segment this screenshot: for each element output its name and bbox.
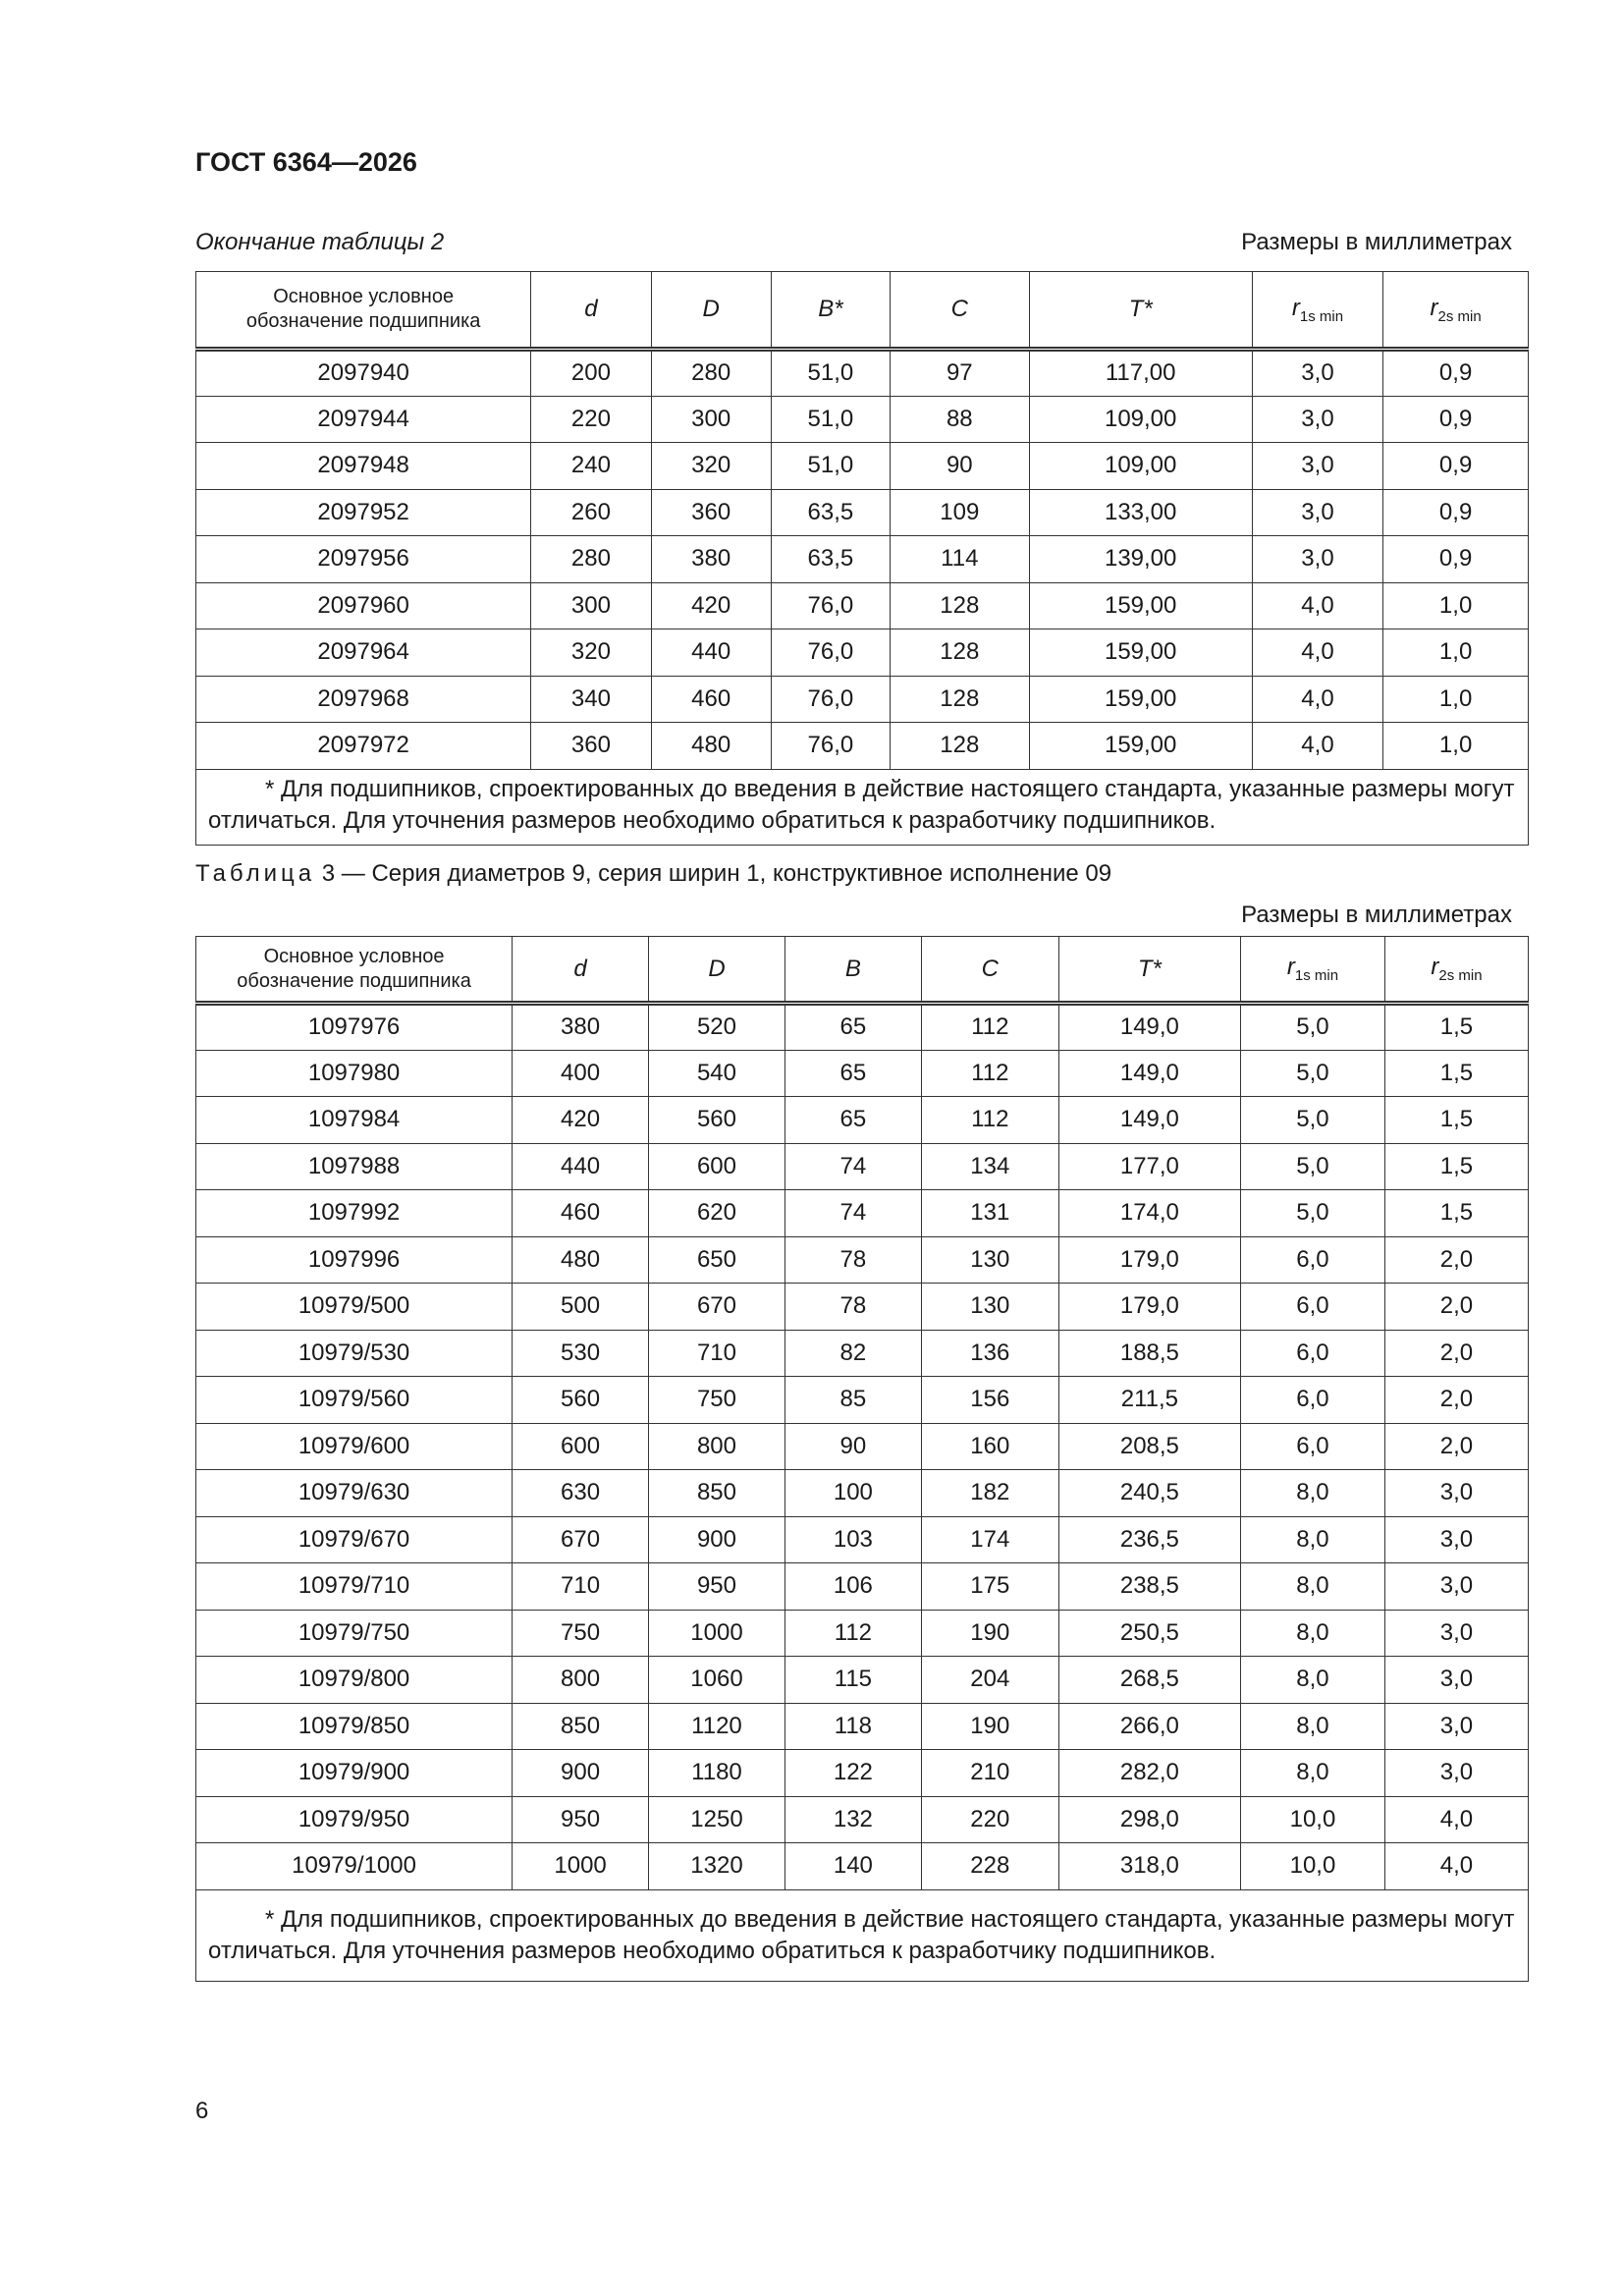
- table-cell: 112: [921, 1004, 1058, 1051]
- table-cell: 0,9: [1383, 536, 1529, 583]
- table3-header-row: [196, 937, 1529, 1004]
- table3-units: Размеры в миллиметрах: [1241, 902, 1512, 928]
- table-row: [196, 1516, 1529, 1563]
- table-cell: 460: [513, 1190, 649, 1237]
- table-cell: 4,0: [1252, 676, 1382, 723]
- designation-cell: 2097952: [196, 489, 531, 536]
- table-cell: 3,0: [1252, 489, 1382, 536]
- table-row: [196, 1190, 1529, 1237]
- table-cell: 800: [513, 1657, 649, 1704]
- table-cell: 200: [531, 350, 651, 397]
- table-cell: 540: [649, 1050, 785, 1097]
- table-cell: 6,0: [1240, 1236, 1384, 1284]
- table-row: [196, 629, 1529, 677]
- table-cell: 250,5: [1058, 1610, 1240, 1657]
- table-cell: 420: [513, 1097, 649, 1144]
- column-header-D: D: [649, 937, 785, 1004]
- table-cell: 76,0: [771, 723, 890, 770]
- column-header-B: B*: [771, 272, 890, 350]
- table-cell: 8,0: [1240, 1657, 1384, 1704]
- column-header-B: B: [784, 937, 921, 1004]
- table-cell: 5,0: [1240, 1097, 1384, 1144]
- table-cell: 240,5: [1058, 1470, 1240, 1517]
- table-cell: 340: [531, 676, 651, 723]
- table-cell: 156: [921, 1377, 1058, 1424]
- table-cell: 132: [784, 1796, 921, 1843]
- table2-header-row: [196, 272, 1529, 350]
- table-cell: 140: [784, 1843, 921, 1890]
- table-cell: 500: [513, 1284, 649, 1331]
- table-cell: 174: [921, 1516, 1058, 1563]
- table3-caption: Таблица 3 — Серия диаметров 9, серия ширин 1, конструктивное исполнение 09: [195, 860, 1112, 887]
- table-cell: 0,9: [1383, 443, 1529, 490]
- table-row: [196, 1423, 1529, 1470]
- table-cell: 670: [649, 1284, 785, 1331]
- table-cell: 1180: [649, 1750, 785, 1797]
- table-cell: 128: [891, 723, 1030, 770]
- table-cell: 3,0: [1384, 1703, 1528, 1750]
- table-cell: 1,0: [1383, 723, 1529, 770]
- table-cell: 460: [651, 676, 771, 723]
- table-cell: 51,0: [771, 350, 890, 397]
- designation-cell: 2097968: [196, 676, 531, 723]
- designation-cell: 10979/850: [196, 1703, 513, 1750]
- table-cell: 1,5: [1384, 1143, 1528, 1190]
- table-cell: 320: [531, 629, 651, 677]
- designation-cell: 10979/900: [196, 1750, 513, 1797]
- table-cell: 78: [784, 1236, 921, 1284]
- table-cell: 5,0: [1240, 1190, 1384, 1237]
- table-cell: 117,00: [1029, 350, 1252, 397]
- table-row: [196, 1004, 1529, 1051]
- table3-footnote-row: [196, 1889, 1529, 1981]
- table-cell: 10,0: [1240, 1796, 1384, 1843]
- table-cell: 600: [513, 1423, 649, 1470]
- table-cell: 520: [649, 1004, 785, 1051]
- designation-cell: 2097960: [196, 582, 531, 629]
- table-cell: 51,0: [771, 396, 890, 443]
- table-cell: 320: [651, 443, 771, 490]
- table-cell: 3,0: [1252, 443, 1382, 490]
- designation-cell: 2097944: [196, 396, 531, 443]
- column-header-r1s-min: $r_{1s min}$: [1252, 272, 1382, 350]
- table-cell: 560: [513, 1377, 649, 1424]
- table-row: [196, 1610, 1529, 1657]
- table-cell: 240: [531, 443, 651, 490]
- table-cell: 238,5: [1058, 1563, 1240, 1611]
- table-row: [196, 1050, 1529, 1097]
- table-cell: 0,9: [1383, 396, 1529, 443]
- table-cell: 1,0: [1383, 582, 1529, 629]
- table-cell: 139,00: [1029, 536, 1252, 583]
- table-cell: 174,0: [1058, 1190, 1240, 1237]
- designation-cell: 2097956: [196, 536, 531, 583]
- table-cell: 78: [784, 1284, 921, 1331]
- table-cell: 1,5: [1384, 1004, 1528, 1051]
- table-cell: 114: [891, 536, 1030, 583]
- table-cell: 74: [784, 1143, 921, 1190]
- table-cell: 3,0: [1252, 396, 1382, 443]
- table-cell: 5,0: [1240, 1004, 1384, 1051]
- table-cell: 380: [513, 1004, 649, 1051]
- table-cell: 3,0: [1252, 350, 1382, 397]
- table-cell: 112: [921, 1050, 1058, 1097]
- table-cell: 134: [921, 1143, 1058, 1190]
- designation-cell: 1097988: [196, 1143, 513, 1190]
- table-cell: 130: [921, 1236, 1058, 1284]
- table-cell: 2,0: [1384, 1236, 1528, 1284]
- column-header-C: C: [891, 272, 1030, 350]
- table-cell: 177,0: [1058, 1143, 1240, 1190]
- table-cell: 1120: [649, 1703, 785, 1750]
- table-cell: 190: [921, 1703, 1058, 1750]
- table3-footnote: * Для подшипников, спроектированных до введения в действие настоящего стандарта, указанные размеры могут отличаться. Для уточнения размеров необходимо обратиться к разработчику подшипников.: [196, 1889, 1529, 1981]
- table-cell: 103: [784, 1516, 921, 1563]
- table-row: [196, 1657, 1529, 1704]
- table-cell: 106: [784, 1563, 921, 1611]
- table-cell: 228: [921, 1843, 1058, 1890]
- designation-cell: 1097976: [196, 1004, 513, 1051]
- table-cell: 298,0: [1058, 1796, 1240, 1843]
- table-cell: 97: [891, 350, 1030, 397]
- table-cell: 530: [513, 1330, 649, 1377]
- table-row: [196, 1703, 1529, 1750]
- table-cell: 76,0: [771, 582, 890, 629]
- table-cell: 440: [513, 1143, 649, 1190]
- table-cell: 710: [649, 1330, 785, 1377]
- column-header-T: T*: [1058, 937, 1240, 1004]
- table-cell: 175: [921, 1563, 1058, 1611]
- table-cell: 236,5: [1058, 1516, 1240, 1563]
- table-cell: 109,00: [1029, 396, 1252, 443]
- document-title: ГОСТ 6364—2026: [195, 147, 417, 177]
- table-row: [196, 1563, 1529, 1611]
- table-cell: 4,0: [1252, 723, 1382, 770]
- table-cell: 3,0: [1384, 1516, 1528, 1563]
- table-cell: 1000: [513, 1843, 649, 1890]
- table-cell: 3,0: [1384, 1470, 1528, 1517]
- table-cell: 118: [784, 1703, 921, 1750]
- column-header-r2s-min: $r_{2s min}$: [1384, 937, 1528, 1004]
- designation-cell: 10979/630: [196, 1470, 513, 1517]
- table-cell: 400: [513, 1050, 649, 1097]
- table-cell: 179,0: [1058, 1236, 1240, 1284]
- table3: [195, 936, 1529, 1982]
- column-header-D: D: [651, 272, 771, 350]
- table-cell: 115: [784, 1657, 921, 1704]
- table-cell: 8,0: [1240, 1610, 1384, 1657]
- table-row: [196, 1470, 1529, 1517]
- designation-cell: 10979/710: [196, 1563, 513, 1611]
- table-cell: 1,5: [1384, 1190, 1528, 1237]
- column-header-r1s-min: $r_{1s min}$: [1240, 937, 1384, 1004]
- table-cell: 900: [513, 1750, 649, 1797]
- designation-cell: 10979/800: [196, 1657, 513, 1704]
- table2-footnote-row: [196, 769, 1529, 845]
- designation-cell: 10979/530: [196, 1330, 513, 1377]
- table-cell: 2,0: [1384, 1330, 1528, 1377]
- table-cell: 211,5: [1058, 1377, 1240, 1424]
- table-cell: 1,0: [1383, 629, 1529, 677]
- table-row: [196, 723, 1529, 770]
- table-cell: 8,0: [1240, 1750, 1384, 1797]
- designation-cell: 2097948: [196, 443, 531, 490]
- table-cell: 480: [651, 723, 771, 770]
- table-cell: 440: [651, 629, 771, 677]
- table-cell: 65: [784, 1050, 921, 1097]
- table-cell: 1000: [649, 1610, 785, 1657]
- table-cell: 300: [531, 582, 651, 629]
- table2-units: Размеры в миллиметрах: [1241, 229, 1512, 255]
- table-row: [196, 1284, 1529, 1331]
- table-cell: 8,0: [1240, 1703, 1384, 1750]
- table-row: [196, 1330, 1529, 1377]
- table-cell: 10,0: [1240, 1843, 1384, 1890]
- table-cell: 3,0: [1384, 1750, 1528, 1797]
- table-cell: 100: [784, 1470, 921, 1517]
- table-cell: 210: [921, 1750, 1058, 1797]
- table-cell: 1320: [649, 1843, 785, 1890]
- table-cell: 4,0: [1384, 1843, 1528, 1890]
- table-cell: 3,0: [1384, 1657, 1528, 1704]
- table-cell: 90: [891, 443, 1030, 490]
- table-cell: 2,0: [1384, 1377, 1528, 1424]
- table-cell: 1,0: [1383, 676, 1529, 723]
- table-cell: 85: [784, 1377, 921, 1424]
- table-cell: 159,00: [1029, 723, 1252, 770]
- table-cell: 5,0: [1240, 1143, 1384, 1190]
- table-cell: 560: [649, 1097, 785, 1144]
- table-cell: 159,00: [1029, 676, 1252, 723]
- table-cell: 8,0: [1240, 1516, 1384, 1563]
- column-header-r2s-min: $r_{2s min}$: [1383, 272, 1529, 350]
- table-cell: 160: [921, 1423, 1058, 1470]
- table-cell: 4,0: [1384, 1796, 1528, 1843]
- table-cell: 6,0: [1240, 1330, 1384, 1377]
- table-cell: 149,0: [1058, 1050, 1240, 1097]
- table-cell: 0,9: [1383, 489, 1529, 536]
- designation-cell: 10979/750: [196, 1610, 513, 1657]
- table-row: [196, 536, 1529, 583]
- table-cell: 6,0: [1240, 1377, 1384, 1424]
- table-cell: 750: [649, 1377, 785, 1424]
- table-cell: 8,0: [1240, 1470, 1384, 1517]
- table-cell: 280: [651, 350, 771, 397]
- table-cell: 74: [784, 1190, 921, 1237]
- table-cell: 65: [784, 1004, 921, 1051]
- table-cell: 208,5: [1058, 1423, 1240, 1470]
- page-number: 6: [195, 2098, 209, 2124]
- table-row: [196, 1796, 1529, 1843]
- column-header-T: T*: [1029, 272, 1252, 350]
- table-cell: 2,0: [1384, 1423, 1528, 1470]
- table-row: [196, 350, 1529, 397]
- table-cell: 710: [513, 1563, 649, 1611]
- designation-cell: 2097972: [196, 723, 531, 770]
- designation-cell: 10979/1000: [196, 1843, 513, 1890]
- table-cell: 82: [784, 1330, 921, 1377]
- table-cell: 149,0: [1058, 1097, 1240, 1144]
- table-row: [196, 1843, 1529, 1890]
- table-cell: 1,5: [1384, 1050, 1528, 1097]
- table-cell: 63,5: [771, 536, 890, 583]
- table-cell: 670: [513, 1516, 649, 1563]
- designation-cell: 10979/950: [196, 1796, 513, 1843]
- table-cell: 3,0: [1384, 1563, 1528, 1611]
- table-cell: 900: [649, 1516, 785, 1563]
- table-cell: 112: [921, 1097, 1058, 1144]
- table-cell: 90: [784, 1423, 921, 1470]
- table-cell: 3,0: [1252, 536, 1382, 583]
- table-cell: 65: [784, 1097, 921, 1144]
- designation-cell: 1097980: [196, 1050, 513, 1097]
- table-cell: 130: [921, 1284, 1058, 1331]
- table-cell: 260: [531, 489, 651, 536]
- table-cell: 128: [891, 629, 1030, 677]
- column-header-d: d: [513, 937, 649, 1004]
- table2-footnote: * Для подшипников, спроектированных до введения в действие настоящего стандарта, указанные размеры могут отличаться. Для уточнения размеров необходимо обратиться к разработчику подшипников.: [196, 769, 1529, 845]
- table-cell: 268,5: [1058, 1657, 1240, 1704]
- designation-cell: 10979/560: [196, 1377, 513, 1424]
- table-cell: 620: [649, 1190, 785, 1237]
- column-header-designation: Основное условное обозначение подшипника: [196, 272, 531, 350]
- table-row: [196, 676, 1529, 723]
- designation-cell: 1097992: [196, 1190, 513, 1237]
- designation-cell: 1097996: [196, 1236, 513, 1284]
- table-cell: 300: [651, 396, 771, 443]
- table-cell: 63,5: [771, 489, 890, 536]
- table-cell: 850: [649, 1470, 785, 1517]
- column-header-designation: Основное условное обозначение подшипника: [196, 937, 513, 1004]
- table-cell: 220: [531, 396, 651, 443]
- table-cell: 650: [649, 1236, 785, 1284]
- designation-cell: 10979/500: [196, 1284, 513, 1331]
- table-cell: 131: [921, 1190, 1058, 1237]
- table2-caption: Окончание таблицы 2: [195, 229, 445, 255]
- table-cell: 480: [513, 1236, 649, 1284]
- table-cell: 318,0: [1058, 1843, 1240, 1890]
- table-cell: 282,0: [1058, 1750, 1240, 1797]
- table-cell: 850: [513, 1703, 649, 1750]
- table-cell: 220: [921, 1796, 1058, 1843]
- table-row: [196, 1377, 1529, 1424]
- table-cell: 1060: [649, 1657, 785, 1704]
- table-cell: 136: [921, 1330, 1058, 1377]
- table-cell: 188,5: [1058, 1330, 1240, 1377]
- table-cell: 76,0: [771, 676, 890, 723]
- column-header-C: C: [921, 937, 1058, 1004]
- table-cell: 750: [513, 1610, 649, 1657]
- table-cell: 266,0: [1058, 1703, 1240, 1750]
- table-cell: 76,0: [771, 629, 890, 677]
- table-row: [196, 582, 1529, 629]
- table-cell: 5,0: [1240, 1050, 1384, 1097]
- table-cell: 600: [649, 1143, 785, 1190]
- table-cell: 0,9: [1383, 350, 1529, 397]
- table-cell: 1,5: [1384, 1097, 1528, 1144]
- table-cell: 1250: [649, 1796, 785, 1843]
- table-cell: 4,0: [1252, 629, 1382, 677]
- table-cell: 149,0: [1058, 1004, 1240, 1051]
- table-cell: 630: [513, 1470, 649, 1517]
- designation-cell: 1097984: [196, 1097, 513, 1144]
- column-header-d: d: [531, 272, 651, 350]
- table-cell: 51,0: [771, 443, 890, 490]
- table-cell: 179,0: [1058, 1284, 1240, 1331]
- table-cell: 800: [649, 1423, 785, 1470]
- table-row: [196, 1097, 1529, 1144]
- table-row: [196, 396, 1529, 443]
- table-cell: 190: [921, 1610, 1058, 1657]
- table-cell: 950: [649, 1563, 785, 1611]
- table-row: [196, 1750, 1529, 1797]
- table-cell: 88: [891, 396, 1030, 443]
- designation-cell: 2097964: [196, 629, 531, 677]
- table-cell: 122: [784, 1750, 921, 1797]
- table-cell: 109: [891, 489, 1030, 536]
- table-cell: 2,0: [1384, 1284, 1528, 1331]
- table-cell: 182: [921, 1470, 1058, 1517]
- table-cell: 159,00: [1029, 582, 1252, 629]
- table-cell: 6,0: [1240, 1423, 1384, 1470]
- table-cell: 109,00: [1029, 443, 1252, 490]
- table2: [195, 271, 1529, 846]
- designation-cell: 10979/600: [196, 1423, 513, 1470]
- designation-cell: 2097940: [196, 350, 531, 397]
- table-cell: 159,00: [1029, 629, 1252, 677]
- table-cell: 128: [891, 582, 1030, 629]
- table-cell: 6,0: [1240, 1284, 1384, 1331]
- table-cell: 4,0: [1252, 582, 1382, 629]
- table-cell: 133,00: [1029, 489, 1252, 536]
- table-cell: 280: [531, 536, 651, 583]
- table-cell: 380: [651, 536, 771, 583]
- table-cell: 360: [651, 489, 771, 536]
- table-row: [196, 1143, 1529, 1190]
- table-cell: 950: [513, 1796, 649, 1843]
- table-cell: 8,0: [1240, 1563, 1384, 1611]
- table-row: [196, 489, 1529, 536]
- table-cell: 128: [891, 676, 1030, 723]
- table-row: [196, 443, 1529, 490]
- table-cell: 420: [651, 582, 771, 629]
- table-cell: 204: [921, 1657, 1058, 1704]
- table-cell: 3,0: [1384, 1610, 1528, 1657]
- table-cell: 360: [531, 723, 651, 770]
- designation-cell: 10979/670: [196, 1516, 513, 1563]
- table-row: [196, 1236, 1529, 1284]
- table-cell: 112: [784, 1610, 921, 1657]
